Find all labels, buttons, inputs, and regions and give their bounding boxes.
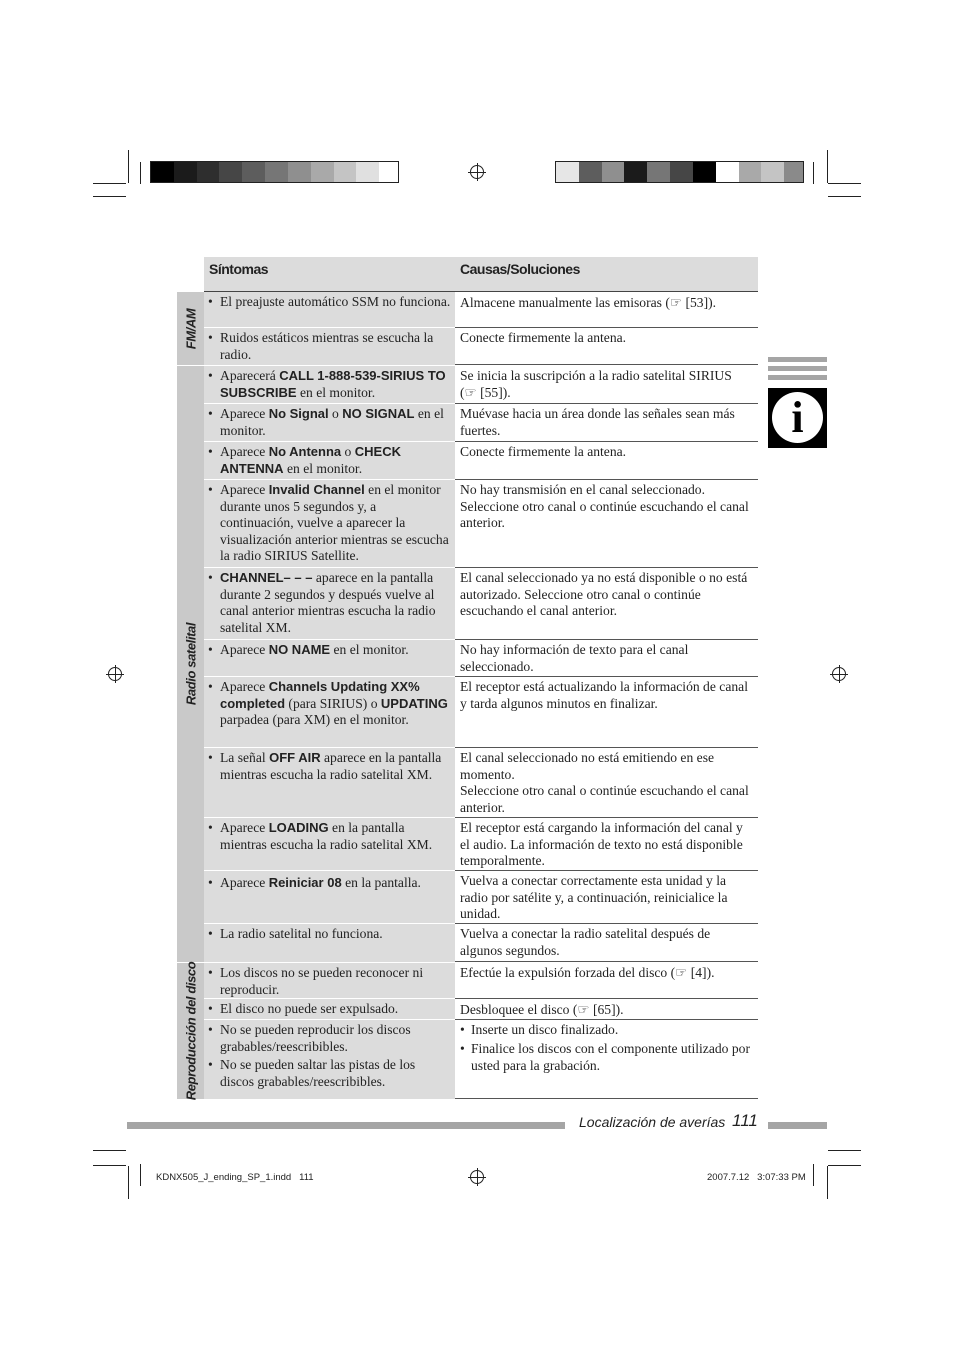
- table-row: • Aparece NO NAME en el monitor. No hay información de texto para el canal seleccionado.: [204, 640, 758, 677]
- section-satellite: Radio satelital: [177, 366, 204, 962]
- registration-mark-icon: [470, 1170, 484, 1184]
- table-row: • Aparecerá CALL 1-888-539-SIRIUS TO SUBSCRIBE en el monitor. Se inicia la suscripción a la radio satelital SIRIUS (☞ [55]).: [204, 366, 758, 404]
- causes-header: Causas/Soluciones: [460, 261, 580, 277]
- table-row: • La radio satelital no funciona. Vuelva a conectar la radio satelital después de algunos segundos.: [204, 924, 758, 962]
- symptoms-header: Síntomas: [209, 261, 269, 277]
- table-row: • El preajuste automático SSM no funciona. Almacene manualmente las emisoras (☞ [53]).: [204, 292, 758, 328]
- registration-mark-icon: [832, 667, 846, 681]
- grayscale-bar-right: [555, 161, 804, 183]
- slug-file-info: KDNX505_J_ending_SP_1.indd 111: [156, 1172, 314, 1183]
- table-row: • Aparece No Signal o NO SIGNAL en el monitor. Muévase hacia un área donde las señales sean más fuertes.: [204, 404, 758, 442]
- table-row: • Los discos no se pueden reconocer ni reproducir. Efectúe la expulsión forzada del disco (☞ [4]).: [204, 963, 758, 999]
- table-row: • Aparece Channels Updating XX% completed (para SIRIUS) o UPDATING parpadea (para XM) en el monitor. El receptor está actualizando la información de canal y tarda algunos minutos en finalizar.: [204, 677, 758, 748]
- table-row: • La señal OFF AIR aparece en la pantalla mientras escucha la radio satelital XM. El canal seleccionado no está emitiendo en ese momento. Seleccione otro canal o continúe escuchando el canal anterior.: [204, 748, 758, 818]
- table-row: • Aparece No Antenna o CHECK ANTENNA en el monitor. Conecte firmemente la antena.: [204, 442, 758, 480]
- page-number: 111: [732, 1111, 758, 1130]
- table-row: • Aparece Invalid Channel en el monitor durante unos 5 segundos y, a continuación, vuelve a aparecer la visualización anterior mientras se escucha la radio SIRIUS Satellite. No hay transmisión en el canal seleccionado. Seleccione otro canal o continúe escuchando el canal anterior.: [204, 480, 758, 568]
- table-row: • No se pueden reproducir los discos grabables/reescribibles. • No se pueden saltar las pistas de los discos grabables/reescribibles. Inserte un disco finalizado. Finalice los discos con el componente utilizado por usted para la grabación. • •: [204, 1020, 758, 1099]
- info-icon: i: [768, 388, 827, 448]
- section-disc: Reproducción del disco: [177, 963, 204, 1099]
- table-row: • CHANNEL– – – aparece en la pantalla durante 2 segundos y después vuelve al canal anterior mientras escucha la radio satelital XM. El canal seleccionado ya no está disponible o no está autorizado. Seleccione otro canal o continúe escuchando el canal anterior.: [204, 568, 758, 640]
- table-row: • Aparece Reiniciar 08 en la pantalla. Vuelva a conectar correctamente esta unidad y la radio por satélite y, a continuación, reinicialice la unidad.: [204, 871, 758, 924]
- registration-mark-icon: [470, 165, 484, 179]
- grayscale-bar-left: [150, 161, 399, 183]
- section-footer-title: Localización de averías: [579, 1114, 726, 1130]
- section-fmam: FM/AM: [177, 292, 204, 365]
- slug-timestamp: 2007.7.12 3:07:33 PM: [707, 1172, 806, 1183]
- table-row: • Aparece LOADING en la pantalla mientras escucha la radio satelital XM. El receptor está cargando la información del canal y el audio. La información de texto no está disponible temporalmente.: [204, 818, 758, 871]
- table-row: • El disco no puede ser expulsado. Desbloquee el disco (☞ [65]).: [204, 999, 758, 1020]
- table-header: [204, 257, 758, 291]
- table-row: • Ruidos estáticos mientras se escucha la radio. Conecte firmemente la antena.: [204, 328, 758, 365]
- registration-mark-icon: [108, 667, 122, 681]
